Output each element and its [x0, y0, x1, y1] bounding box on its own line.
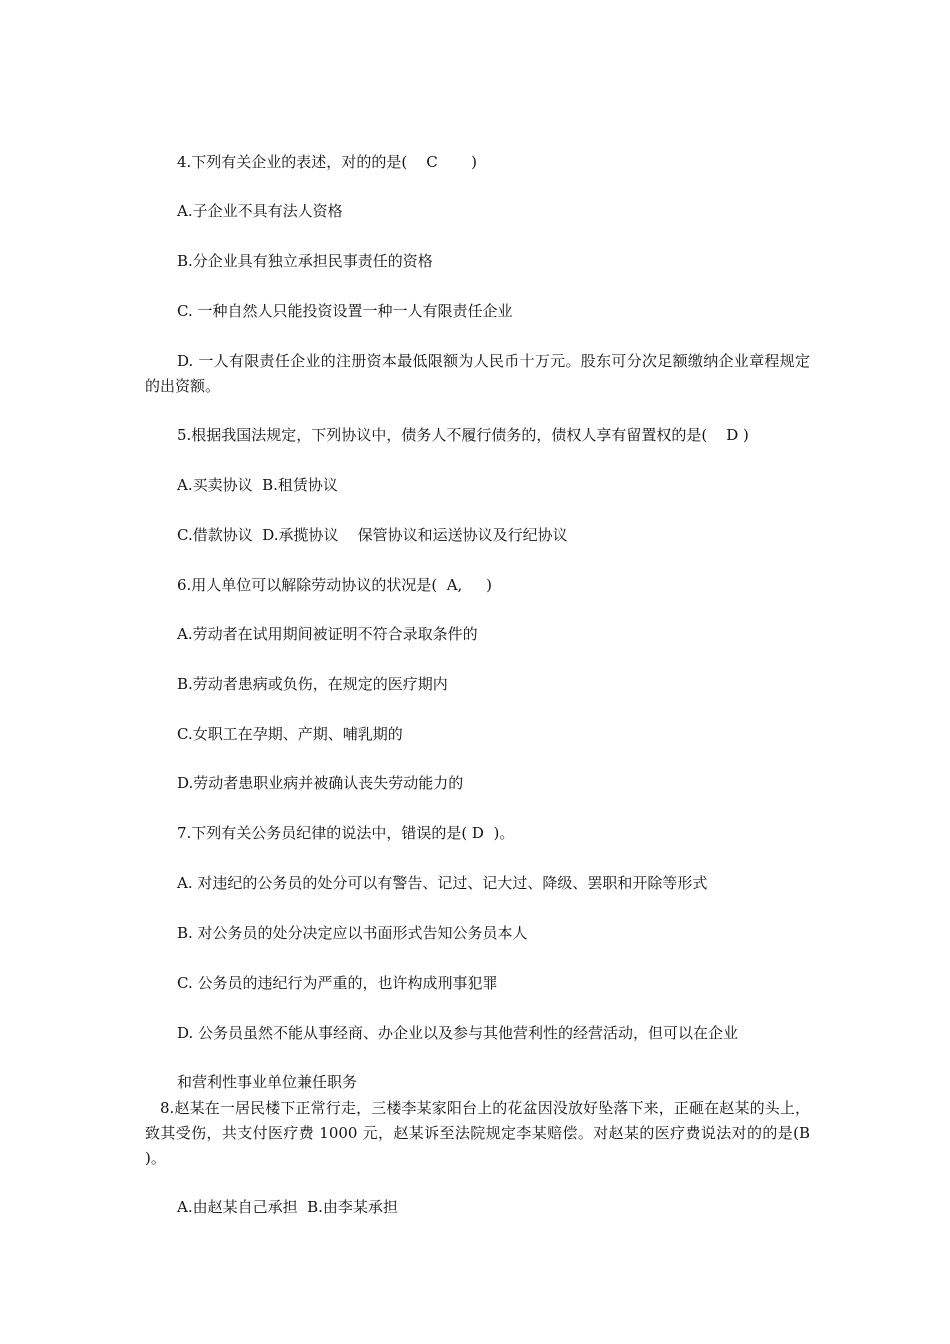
question-4-option-b: B.分企业具有独立承担民事责任的资格 [177, 252, 433, 270]
question-5-options-cd: C.借款协议 D.承揽协议 保管协议和运送协议及行纪协议 [177, 526, 568, 544]
question-4-option-c: C. 一种自然人只能投资设置一种一人有限责任企业 [177, 302, 513, 320]
question-5-options-ab: A.买卖协议 B.租赁协议 [177, 476, 338, 494]
question-6-option-b: B.劳动者患病或负伤，在规定的医疗期内 [177, 675, 448, 693]
question-7-option-c: C. 公务员的违纪行为严重的，也许构成刑事犯罪 [177, 974, 498, 992]
question-6-option-c: C.女职工在孕期、产期、哺乳期的 [177, 725, 403, 743]
question-6-option-d: D.劳动者患职业病并被确认丧失劳动能力的 [177, 774, 464, 792]
question-5: 5.根据我国法规定，下列协议中，债务人不履行债务的，债权人享有留置权的是( D ) [177, 426, 749, 444]
question-6-option-a: A.劳动者在试用期间被证明不符合录取条件的 [177, 625, 478, 643]
question-7-option-d: D. 公务员虽然不能从事经商、办企业以及参与其他营利性的经营活动，但可以在企业 [177, 1024, 739, 1042]
question-6: 6.用人单位可以解除劳动协议的状况是( A, ) [177, 576, 492, 594]
question-7-option-d-continued: 和营利性事业单位兼任职务 [177, 1073, 358, 1091]
question-8: 8.赵某在一居民楼下正常行走，三楼李某家阳台上的花盆因没放好坠落下来，正砸在赵某的头上，致其受伤，共支付医疗费 1000 元，赵某诉至法院规定李某赔偿。对赵某的医疗费说法对的的是(B )。 [145, 1099, 810, 1167]
question-4-option-a: A.子企业不具有法人资格 [177, 202, 343, 220]
question-7-option-b: B. 对公务员的处分决定应以书面形式告知公务员本人 [177, 924, 528, 942]
question-8-options-ab: A.由赵某自己承担 B.由李某承担 [177, 1198, 398, 1216]
question-4-option-d: D. 一人有限责任企业的注册资本最低限额为人民币十万元。股东可分次足额缴纳企业章程规定的出资额。 [145, 352, 810, 395]
question-4: 4.下列有关企业的表述，对的的是( C ) [177, 153, 477, 171]
question-7-option-a: A. 对违纪的公务员的处分可以有警告、记过、记大过、降级、罢职和开除等形式 [177, 874, 708, 892]
question-7: 7.下列有关公务员纪律的说法中，错误的是( D )。 [177, 824, 515, 842]
